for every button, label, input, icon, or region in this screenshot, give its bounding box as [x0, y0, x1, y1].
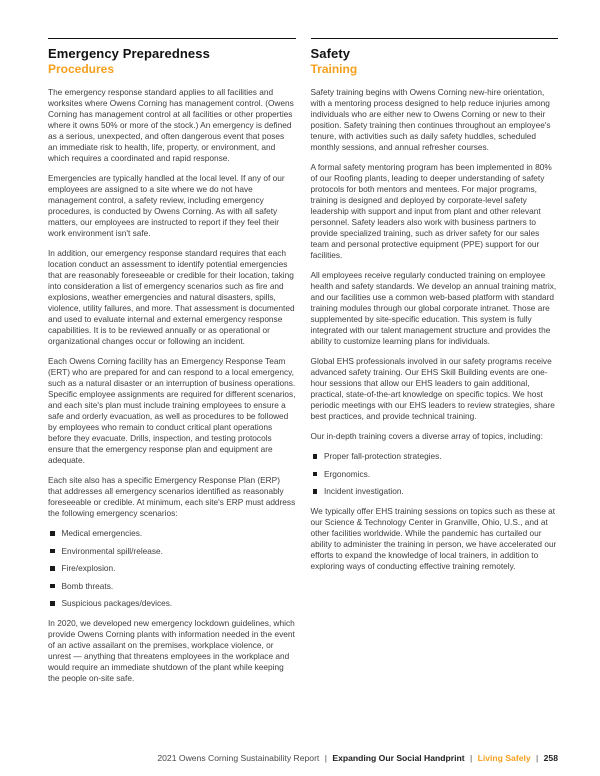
emergency-scenarios-list: [50, 528, 296, 609]
footer-section-name: Expanding Our Social Handprint: [332, 753, 465, 763]
left-column-emergency-preparedness: [48, 38, 296, 693]
list-item: [50, 528, 296, 539]
list-item-label: Medical emergencies.: [61, 528, 143, 538]
section-title-safety: Safety: [310, 46, 351, 61]
square-bullet-icon: [50, 566, 55, 571]
paragraph: Safety training begins with Owens Corning new-hire orientation, with a mentoring process designed to help reduce injuries among individuals who are either new to Owens Corning or new to their position. Safety training then continues throughout an employee's tenure, with activities such as daily safety huddles, scheduled monthly sessions, and annual refresher courses.: [310, 87, 551, 152]
list-item-label: Proper fall-protection strategies.: [324, 451, 442, 461]
square-bullet-icon: [313, 489, 318, 494]
section-title-emergency-preparedness: Emergency Preparedness: [48, 46, 210, 61]
list-item: [50, 581, 296, 592]
paragraph: Our in-depth training covers a diverse array of topics, including:: [310, 431, 543, 441]
footer-page-number: 258: [543, 753, 558, 763]
training-topics-list: [313, 451, 559, 497]
square-bullet-icon: [50, 549, 55, 554]
paragraph: A formal safety mentoring program has been implemented in 80% of our Roofing plants, leading to deeper understanding of safety protocols for both mentors and mentees. For major programs, training is designed and deployed by corporate-level safety leadership with support and input from plant and other relevant personnel. Safety leaders also work with business partners to provide specialized training, such as driver safety for our sales team and personal protective equipment (PPE) support for our facilities.: [310, 162, 552, 260]
list-item-label: Suspicious packages/devices.: [61, 598, 173, 608]
two-column-layout: [48, 38, 558, 693]
list-item-label: Ergonomics.: [324, 468, 371, 479]
list-item-label: Environmental spill/release.: [61, 545, 163, 556]
paragraph: The emergency response standard applies to all facilities and worksites where Owens Corning has management control. (Owens Corning has management control at all facilities or other properties where it owns 50% or more of the stock.) An emergency is defined as a serious, unexpected, and often dangerous event that poses an immediate risk to health, life, property, or environment, and which requires a coordinated and rapid response.: [48, 87, 294, 163]
paragraph: Each Owens Corning facility has an Emergency Response Team (ERT) who are prepared for and can respond to a local emergency, such as a natural disaster or an interruption of business operations. Specific employee assignments are required for different scenarios, and each site's plan must include training employees to ensure a safe and orderly evacuation, as well as procedures to be followed by employees who remain to conduct critical plant operations before they evacuate. Drills, inspection, and testing protocols ensure that the emergency response plan and equipment are adequate.: [48, 356, 296, 465]
paragraph: We typically offer EHS training sessions on topics such as these at our Science & Technology Center in Granville, Ohio, U.S., and at other facilities worldwide. While the pandemic has curtailed our ability to administer the training in person, we have accelerated our efforts to expand the knowledge of local trainers, in addition to exploring ways of conducting effective training remotely.: [310, 506, 557, 571]
square-bullet-icon: [50, 584, 55, 589]
list-item: [50, 546, 296, 557]
list-item: [50, 563, 296, 574]
square-bullet-icon: [50, 601, 55, 606]
paragraph: Global EHS professionals involved in our safety programs receive advanced safety training. Our EHS Skill Building events are one-hour sessions that allow our EHS leaders to gain additional, practical, state-of-the-art knowledge on specific topics. We host periodic meetings with our EHS leaders to review strategies, share best practices, and provide technical training.: [310, 356, 555, 421]
list-item-label: Incident investigation.: [324, 486, 404, 496]
footer-chapter-name: Living Safely: [477, 753, 531, 763]
footer-separator: |: [470, 753, 473, 763]
list-item-label: Bomb threats.: [61, 580, 114, 591]
footer-report-title: 2021 Owens Corning Sustainability Report: [157, 753, 320, 763]
paragraph: Emergencies are typically handled at the local level. If any of our employees are assigned to a site where we do not have management control, a safety review, including emergency procedures, is conducted by Owens Corning. As with all safety matters, our employees are instructed to report if they feel their work environment isn't safe.: [48, 173, 285, 238]
paragraph: All employees receive regularly conducted training on employee health and safety standards. We develop an annual training matrix, and our facilities use a common web-based platform with standard training modules through our global corporate intranet. Those are supplemented by site-specific education. This system is fully integrated with our talent management structure and provides the ability to customize learning plans for individuals.: [310, 270, 557, 346]
right-column-safety-training: [311, 38, 559, 693]
square-bullet-icon: [313, 472, 318, 477]
footer-separator: |: [324, 753, 327, 763]
square-bullet-icon: [313, 454, 318, 459]
paragraph: In 2020, we developed new emergency lockdown guidelines, which provide Owens Corning plants with information needed in the event of an active assailant on the premises, workplace violence, or unrest — anything that threatens employees in the workplace and would require an immediate shutdown of the plant while keeping the people on-site safe.: [48, 618, 295, 683]
paragraph: In addition, our emergency response standard requires that each location conduct an assessment to identify potential emergencies that are reasonably foreseeable or credible for their location, taking into consideration a list of emergency scenarios such as fire and explosions, weather emergencies and natural disasters, spills, violence, utility failures, and more. That assessment is documented and used to evaluate internal and external emergency response capabilities. It is to be reviewed annually or as operational or organizational changes occur or following an incident.: [48, 248, 295, 346]
report-page: [48, 38, 558, 693]
list-item: [313, 486, 559, 497]
list-item-label: Fire/explosion.: [61, 563, 116, 573]
section-subtitle-procedures: Procedures: [48, 62, 115, 76]
page-footer: [48, 753, 558, 763]
section-subtitle-training: Training: [310, 62, 358, 76]
square-bullet-icon: [50, 531, 55, 536]
paragraph: Each site also has a specific Emergency Response Plan (ERP) that addresses all emergency scenarios identified as reasonably foreseeable or credible. At minimum, each site's ERP must address the following emergency scenarios:: [48, 475, 296, 518]
list-item: [50, 598, 296, 609]
list-item: [313, 469, 559, 480]
list-item: [313, 451, 559, 462]
footer-separator: |: [536, 753, 539, 763]
